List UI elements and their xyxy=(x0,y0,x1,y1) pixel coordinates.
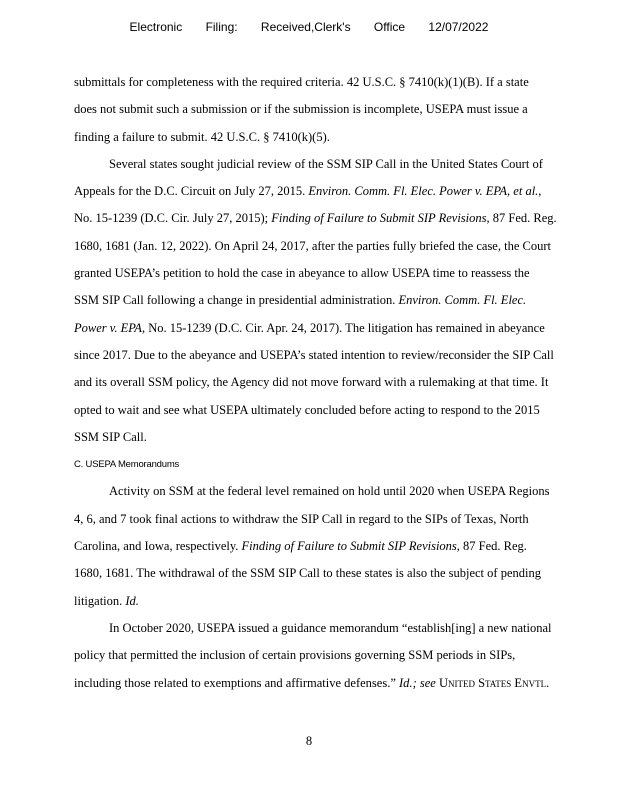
text-line: and its overall SSM policy, the Agency did not move forward with a rulemaking at that time. It xyxy=(74,375,549,390)
text-line: finding a failure to submit. 42 U.S.C. § 7410(k)(5). xyxy=(74,129,330,144)
document-body xyxy=(74,69,594,697)
stamp-word-electronic: Electronic xyxy=(129,20,183,34)
text-line: No. 15-1239 (D.C. Cir. July 27, 2015); Finding of Failure to Submit SIP Revisions, 87 Fed. Reg. xyxy=(74,211,557,226)
paragraph-statutory-completeness xyxy=(74,69,594,151)
text-line: Several states sought judicial review of the SSM SIP Call in the United States Court of xyxy=(109,156,543,171)
text-line: Appeals for the D.C. Circuit on July 27, 2015. Environ. Comm. Fl. Elec. Power v. EPA, et al., xyxy=(74,184,542,199)
stamp-word-received-clerks: Received,Clerk's xyxy=(260,20,351,34)
section-heading: C. USEPA Memorandums xyxy=(74,459,180,471)
text-line: since 2017. Due to the abeyance and USEPA’s stated intention to review/reconsider the SIP Call xyxy=(74,347,554,362)
id-citation: Id. xyxy=(399,675,413,690)
stamp-word-office: Office xyxy=(373,20,406,34)
text-line: SSM SIP Call. xyxy=(74,429,147,444)
text-line: 1680, 1681 (Jan. 12, 2022). On April 24, 2017, after the parties fully briefed the case, the Court xyxy=(74,238,551,253)
case-citation: Environ. Comm. Fl. Elec. xyxy=(398,293,527,308)
stamp-word-filing: Filing: xyxy=(205,20,238,34)
text-line: SSM SIP Call following a change in presidential administration. Environ. Comm. Fl. Elec. xyxy=(74,293,527,308)
text-line: does not submit such a submission or if the submission is incomplete, USEPA must issue a xyxy=(74,102,528,117)
text-line: granted USEPA’s petition to hold the case in abeyance to allow USEPA time to reassess the xyxy=(74,266,530,281)
text-line: Carolina, and Iowa, respectively. Finding of Failure to Submit SIP Revisions, 87 Fed. Reg. xyxy=(74,539,527,554)
text-line: opted to wait and see what USEPA ultimately concluded before acting to respond to the 2015 xyxy=(74,402,540,417)
case-citation: Environ. Comm. Fl. Elec. Power v. EPA, et al. xyxy=(308,184,539,199)
text-line: including those related to exemptions and affirmative defenses.” Id.; see United States Envtl. xyxy=(74,675,550,690)
paragraph-guidance-memorandum xyxy=(74,615,594,697)
case-citation: Finding of Failure to Submit SIP Revisions xyxy=(241,539,457,554)
case-citation: Finding of Failure to Submit SIP Revisions xyxy=(271,211,487,226)
text-line: 4, 6, and 7 took final actions to withdraw the SIP Call in regard to the SIPs of Texas, North xyxy=(74,511,529,526)
text-line: Activity on SSM at the federal level remained on hold until 2020 when USEPA Regions xyxy=(109,484,550,499)
stamp-date: 12/07/2022 xyxy=(428,20,489,34)
id-citation: Id. xyxy=(125,593,139,608)
text-line: policy that permitted the inclusion of certain provisions governing SSM periods in SIPs, xyxy=(74,648,516,663)
text-line: In October 2020, USEPA issued a guidance memorandum “establish[ing] a new national xyxy=(109,620,552,635)
text-line: litigation. Id. xyxy=(74,593,139,608)
page-number: 8 xyxy=(305,734,313,748)
text-line: submittals for completeness with the required criteria. 42 U.S.C. § 7410(k)(1)(B). If a state xyxy=(74,75,529,89)
text-line: Power v. EPA, No. 15-1239 (D.C. Cir. Apr. 24, 2017). The litigation has remained in abeyance xyxy=(74,320,545,335)
paragraph-judicial-review xyxy=(74,151,594,451)
paragraph-ssm-activity xyxy=(74,478,594,614)
electronic-filing-stamp xyxy=(0,19,618,35)
case-citation: Power v. EPA xyxy=(74,320,142,335)
small-caps-citation: United States Envtl. xyxy=(438,675,550,690)
text-line: 1680, 1681. The withdrawal of the SSM SIP Call to these states is also the subject of pending xyxy=(74,566,541,581)
